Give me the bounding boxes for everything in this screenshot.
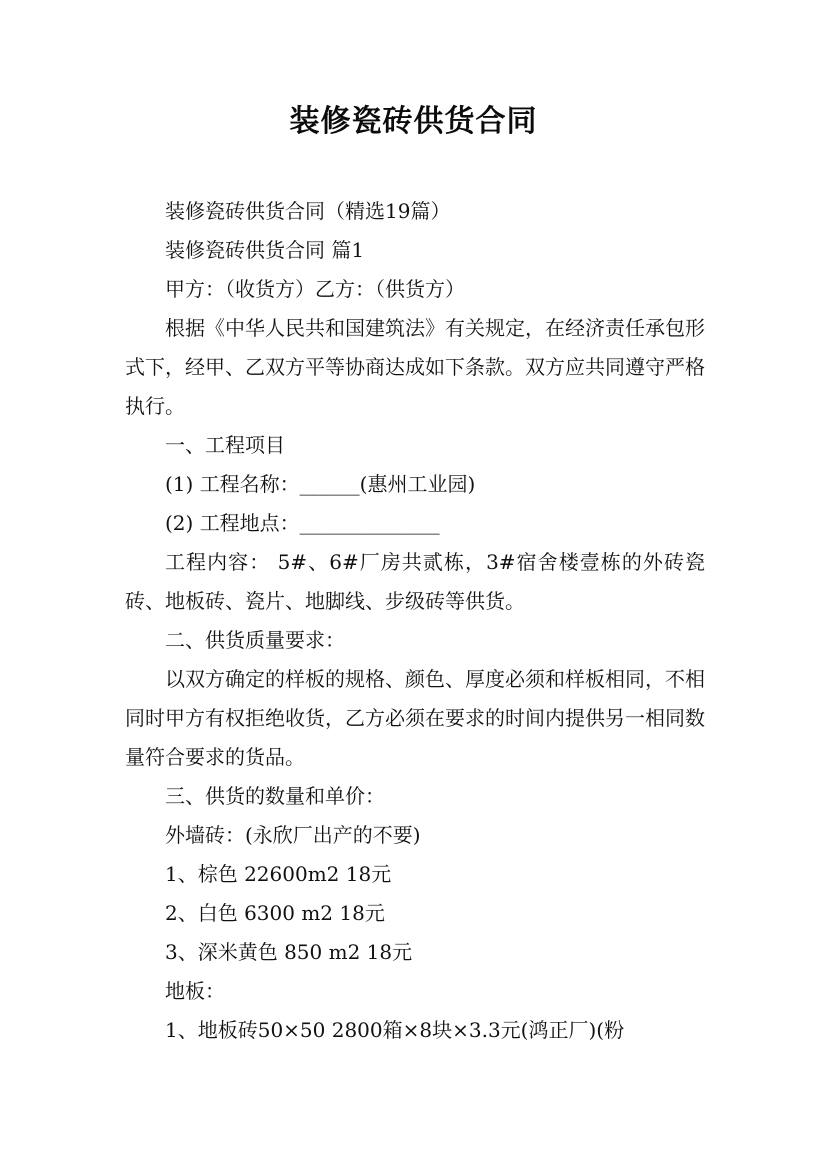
paragraph-floor-heading: 地板：: [165, 979, 225, 1003]
paragraph-contract-part-1: 装修瓷砖供货合同 篇1: [165, 238, 365, 262]
paragraph-quality-requirements: 以双方确定的样板的规格、颜色、厚度必须和样板相同，不相同时甲方有权拒绝收货，乙方必须在要求的时间内提供另一相同数量符合要求的货品。: [125, 667, 705, 769]
paragraph-contract-collection: 装修瓷砖供货合同（精选19篇）: [165, 199, 451, 223]
list-item-brown-tile: 1、棕色 22600m2 18元: [165, 862, 392, 886]
list-item-beige-tile: 3、深米黄色 850 m2 18元: [165, 940, 413, 964]
section-heading-project: 一、工程项目: [165, 433, 285, 457]
paragraph-parties: 甲方：（收货方）乙方：（供货方）: [165, 277, 465, 301]
list-item-floor-tile: 1、地板砖50×50 2800箱×8块×3.3元(鸿正厂)(粉: [165, 1018, 625, 1042]
paragraph-legal-basis: 根据《中华人民共和国建筑法》有关规定，在经济责任承包形式下，经甲、乙双方平等协商达成如下条款。双方应共同遵守严格执行。: [125, 316, 705, 418]
document-body: [125, 192, 705, 1050]
section-heading-quality: 二、供货质量要求：: [165, 628, 345, 652]
paragraph-project-location: (2) 工程地点：______________: [165, 511, 440, 535]
paragraph-project-content: 工程内容： 5#、6#厂房共贰栋，3#宿舍楼壹栋的外砖瓷砖、地板砖、瓷片、地脚线、步级砖等供货。: [125, 550, 705, 613]
list-item-white-tile: 2、白色 6300 m2 18元: [165, 901, 385, 925]
paragraph-project-name: (1) 工程名称：______(惠州工业园): [165, 472, 476, 496]
paragraph-exterior-tiles: 外墙砖：(永欣厂出产的不要): [165, 823, 421, 847]
section-heading-quantity-price: 三、供货的数量和单价：: [165, 784, 385, 808]
document-title: 装修瓷砖供货合同: [289, 104, 538, 139]
